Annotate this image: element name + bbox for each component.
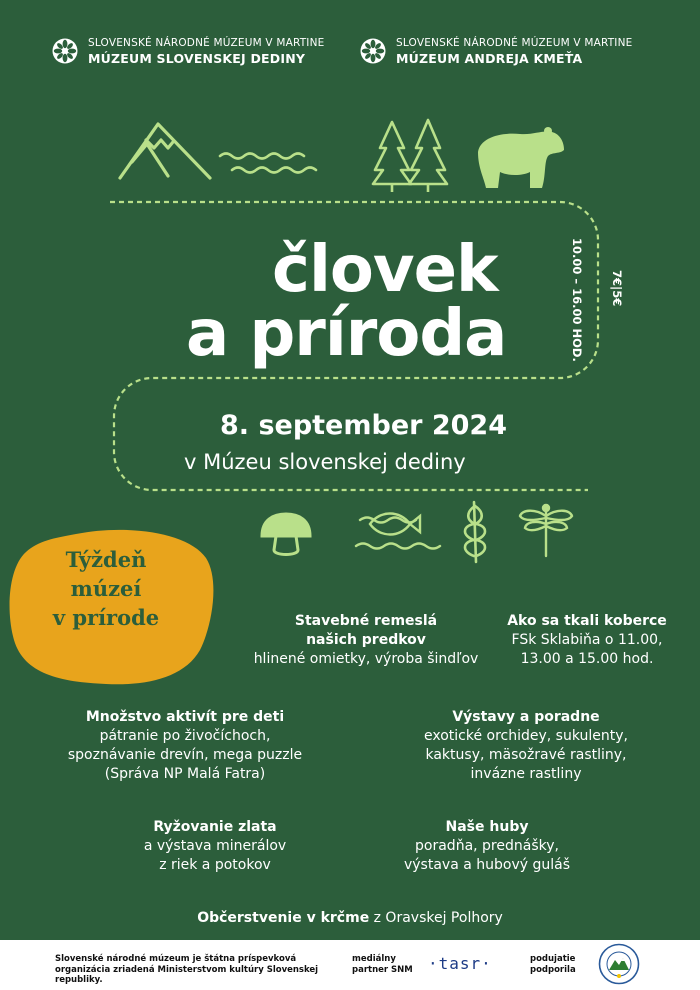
media-partner-line1: mediálny — [352, 954, 396, 964]
activity-heading: Ryžovanie zlata — [153, 819, 277, 835]
activity-heading: našich predkov — [306, 632, 426, 648]
activity-detail: kaktusy, mäsožravé rastliny, — [425, 747, 627, 763]
logo-line2: MÚZEUM ANDREJA KMEŤA — [396, 51, 583, 66]
media-partner-line2: partner SNM — [352, 965, 413, 975]
activity-detail: FSk Sklabiňa o 11.00, — [511, 632, 663, 648]
activity-detail: pátranie po živočíchoch, — [99, 728, 271, 744]
logo-line1: SLOVENSKÉ NÁRODNÉ MÚZEUM V MARTINE — [88, 37, 325, 49]
wave-icon — [220, 154, 316, 173]
badge-line3: v prírode — [52, 605, 160, 630]
activity-stavebne-remesla — [232, 612, 500, 669]
bear-icon — [478, 127, 564, 188]
activity-detail: (Správa NP Malá Fatra) — [104, 766, 266, 782]
activity-vystavy — [392, 708, 660, 784]
dragonfly-icon — [520, 505, 572, 556]
activity-deti — [30, 708, 340, 784]
footer — [0, 940, 700, 990]
logo-line2: MÚZEUM SLOVENSKEJ DEDINY — [88, 51, 306, 66]
logo-muzeum-slovenskej-dediny[interactable] — [52, 36, 325, 66]
activity-detail: z riek a potokov — [159, 857, 271, 873]
badge-text — [6, 545, 206, 632]
activity-heading: Stavebné remeslá — [294, 613, 438, 629]
refreshment-note — [0, 910, 700, 926]
event-date: 8. september 2024 — [220, 410, 508, 441]
refreshment-rest: z Oravskej Polhory — [369, 910, 503, 926]
supporter-line2: podporila — [530, 965, 576, 975]
media-partner-label — [352, 954, 413, 976]
wheat-icon — [465, 502, 485, 562]
activity-heading: Naše huby — [445, 819, 529, 835]
activity-detail: výstava a hubový guláš — [403, 857, 571, 873]
title-line1: človek — [272, 233, 498, 307]
activity-detail: invázne rastliny — [470, 766, 582, 782]
national-park-logo-icon[interactable] — [598, 943, 640, 985]
footer-note: Slovenské národné múzeum je štátna príspevková organizácia zriadená Ministerstvom kultúry Slovenskej republiky. — [55, 954, 319, 985]
supporter-line1: podujatie — [530, 954, 576, 964]
refreshment-bold: Občerstvenie v krčme — [197, 910, 370, 926]
activity-detail: poradňa, prednášky, — [415, 838, 559, 854]
museum-flower-icon — [52, 38, 78, 64]
activity-heading: Výstavy a poradne — [452, 709, 600, 725]
mountain-icon — [120, 124, 210, 178]
logo-line1: SLOVENSKÉ NÁRODNÉ MÚZEUM V MARTINE — [396, 37, 633, 49]
fish-icon — [356, 514, 440, 549]
badge-line2: múzeí — [70, 576, 142, 601]
supporter-label — [530, 954, 576, 976]
logo-muzeum-andreja-kmeta[interactable] — [360, 36, 633, 66]
mushroom-icon — [262, 514, 310, 555]
tasr-logo[interactable]: ·tasr· — [428, 954, 492, 973]
activity-heading: Ako sa tkali koberce — [507, 613, 667, 629]
activity-detail: exotické orchidey, sukulenty, — [423, 728, 628, 744]
event-venue: v Múzeu slovenskej dediny — [184, 450, 466, 474]
activity-detail: spoznávanie drevín, mega puzzle — [67, 747, 303, 763]
activity-huby — [372, 818, 602, 875]
activity-koberce — [482, 612, 692, 669]
activity-detail: 13.00 a 15.00 hod. — [520, 651, 654, 667]
spruce-tree-icon — [373, 120, 447, 192]
activity-ryzovanie — [100, 818, 330, 875]
activity-detail: a výstava minerálov — [143, 838, 287, 854]
title-line2: a príroda — [186, 297, 507, 371]
badge-line1: Týždeň — [65, 547, 147, 572]
activity-detail: hlinené omietky, výroba šindľov — [253, 651, 479, 667]
museum-flower-icon — [360, 38, 386, 64]
admission-price: 7€|5€ — [610, 270, 624, 307]
activity-heading: Množstvo aktivít pre deti — [85, 709, 285, 725]
opening-hours: 10.00 – 16.00 HOD. — [570, 238, 584, 362]
